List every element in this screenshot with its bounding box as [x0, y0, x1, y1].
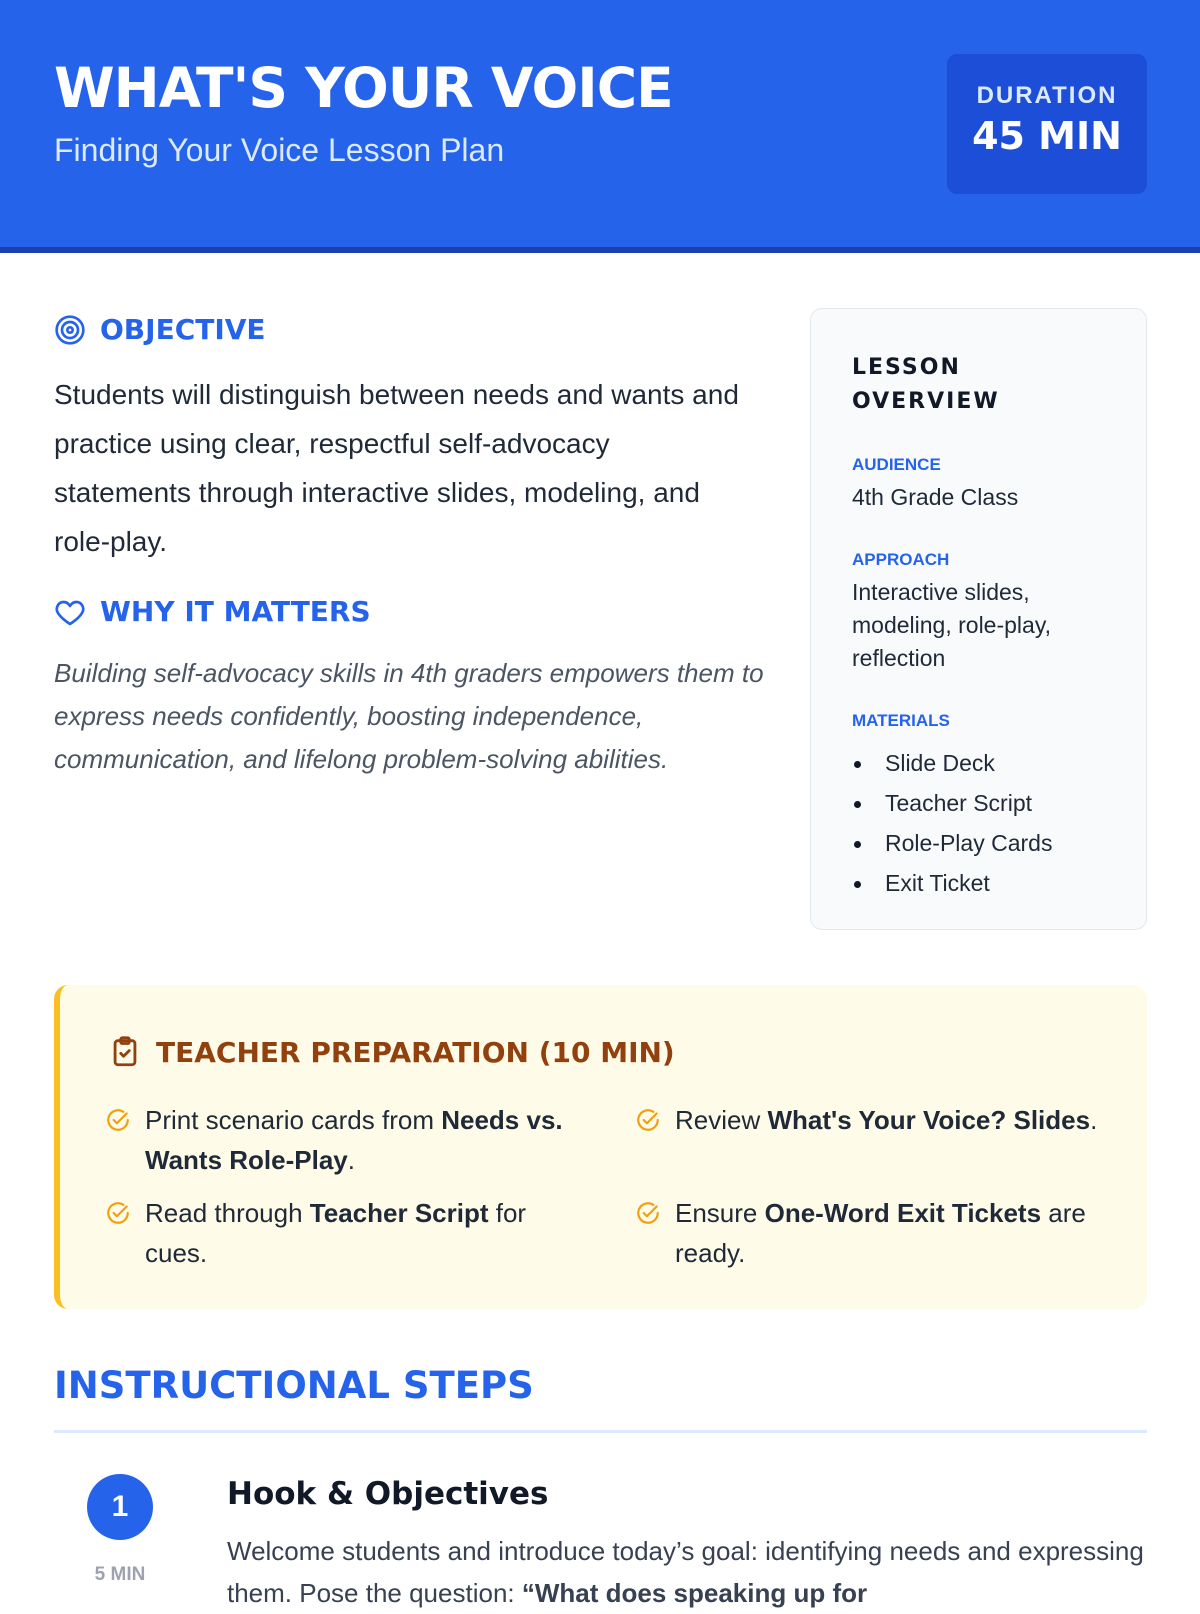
- heart-icon: [54, 596, 86, 628]
- step-number-badge: 1: [87, 1474, 153, 1540]
- overview-title: LESSON OVERVIEW: [852, 355, 1000, 414]
- prep-text: .: [347, 1145, 355, 1175]
- objective-heading-label: OBJECTIVE: [100, 313, 266, 346]
- prep-bold: What's Your Voice? Slides: [767, 1105, 1091, 1135]
- check-circle-icon: [105, 1107, 131, 1133]
- why-text: Building self-advocacy skills in 4th graders empowers them to express needs confidently, boosting independence, communication, and lifelong problem-solving abilities.: [54, 658, 764, 774]
- teacher-preparation-box: [54, 985, 1147, 1309]
- materials-item: Role-Play Cards: [852, 823, 1110, 863]
- lesson-subtitle: Finding Your Voice Lesson Plan: [54, 132, 505, 168]
- step-duration: 5 MIN: [94, 1564, 146, 1585]
- materials-item: Teacher Script: [852, 783, 1110, 823]
- prep-text: for cues.: [145, 1198, 527, 1268]
- instructional-steps-heading: INSTRUCTIONAL STEPS: [54, 1364, 534, 1407]
- prep-text: .: [1090, 1105, 1098, 1135]
- materials-label: MATERIALS: [852, 711, 950, 730]
- prep-item: [105, 1100, 575, 1180]
- audience-value: 4th Grade Class: [852, 484, 1019, 510]
- audience-label: AUDIENCE: [852, 455, 941, 474]
- approach-label: APPROACH: [852, 550, 950, 569]
- lesson-header: [0, 0, 1200, 253]
- prep-text: Review: [675, 1105, 768, 1135]
- step-desc-question: “What does speaking up for: [521, 1578, 868, 1608]
- check-circle-icon: [105, 1200, 131, 1226]
- why-heading: [54, 595, 371, 628]
- section-divider: [54, 1430, 1147, 1433]
- materials-item: Exit Ticket: [852, 863, 1110, 903]
- prep-item: [635, 1100, 1105, 1140]
- prep-item: [105, 1193, 575, 1273]
- prep-bold: Needs vs. Wants Role-Play: [145, 1105, 563, 1175]
- materials-item: Slide Deck: [852, 743, 1110, 783]
- approach-value: Interactive slides, modeling, role-play, reflection: [852, 579, 1052, 671]
- objective-text: Students will distinguish between needs and wants and practice using clear, respectful self-advocacy statements through interactive slides, modeling, and role-play.: [54, 379, 739, 557]
- prep-item: [635, 1193, 1105, 1273]
- prep-bold: One-Word Exit Tickets: [764, 1198, 1042, 1228]
- prep-text: Ensure: [675, 1198, 765, 1228]
- prep-heading: [108, 1035, 675, 1069]
- step-title: Hook & Objectives: [227, 1476, 549, 1512]
- prep-text: are ready.: [675, 1198, 1086, 1268]
- prep-text: Read through: [145, 1198, 310, 1228]
- target-icon: [54, 314, 86, 346]
- lesson-title: WHAT'S YOUR VOICE: [54, 56, 673, 120]
- step-desc-text: Welcome students and introduce today’s goal: identifying needs and expressing them. Pose the question:: [227, 1536, 1144, 1608]
- objective-heading: [54, 313, 266, 346]
- prep-text: Print scenario cards from: [145, 1105, 442, 1135]
- clipboard-check-icon: [108, 1035, 142, 1069]
- lesson-overview-card: [810, 308, 1147, 930]
- duration-badge: [947, 54, 1147, 194]
- prep-heading-label: TEACHER PREPARATION (10 MIN): [156, 1035, 675, 1069]
- materials-list: [852, 743, 1110, 903]
- check-circle-icon: [635, 1200, 661, 1226]
- duration-label: DURATION: [976, 82, 1118, 109]
- duration-value: 45 MIN: [972, 114, 1122, 158]
- step-description: [227, 1530, 1147, 1614]
- check-circle-icon: [635, 1107, 661, 1133]
- why-heading-label: WHY IT MATTERS: [100, 595, 371, 628]
- prep-bold: Teacher Script: [309, 1198, 489, 1228]
